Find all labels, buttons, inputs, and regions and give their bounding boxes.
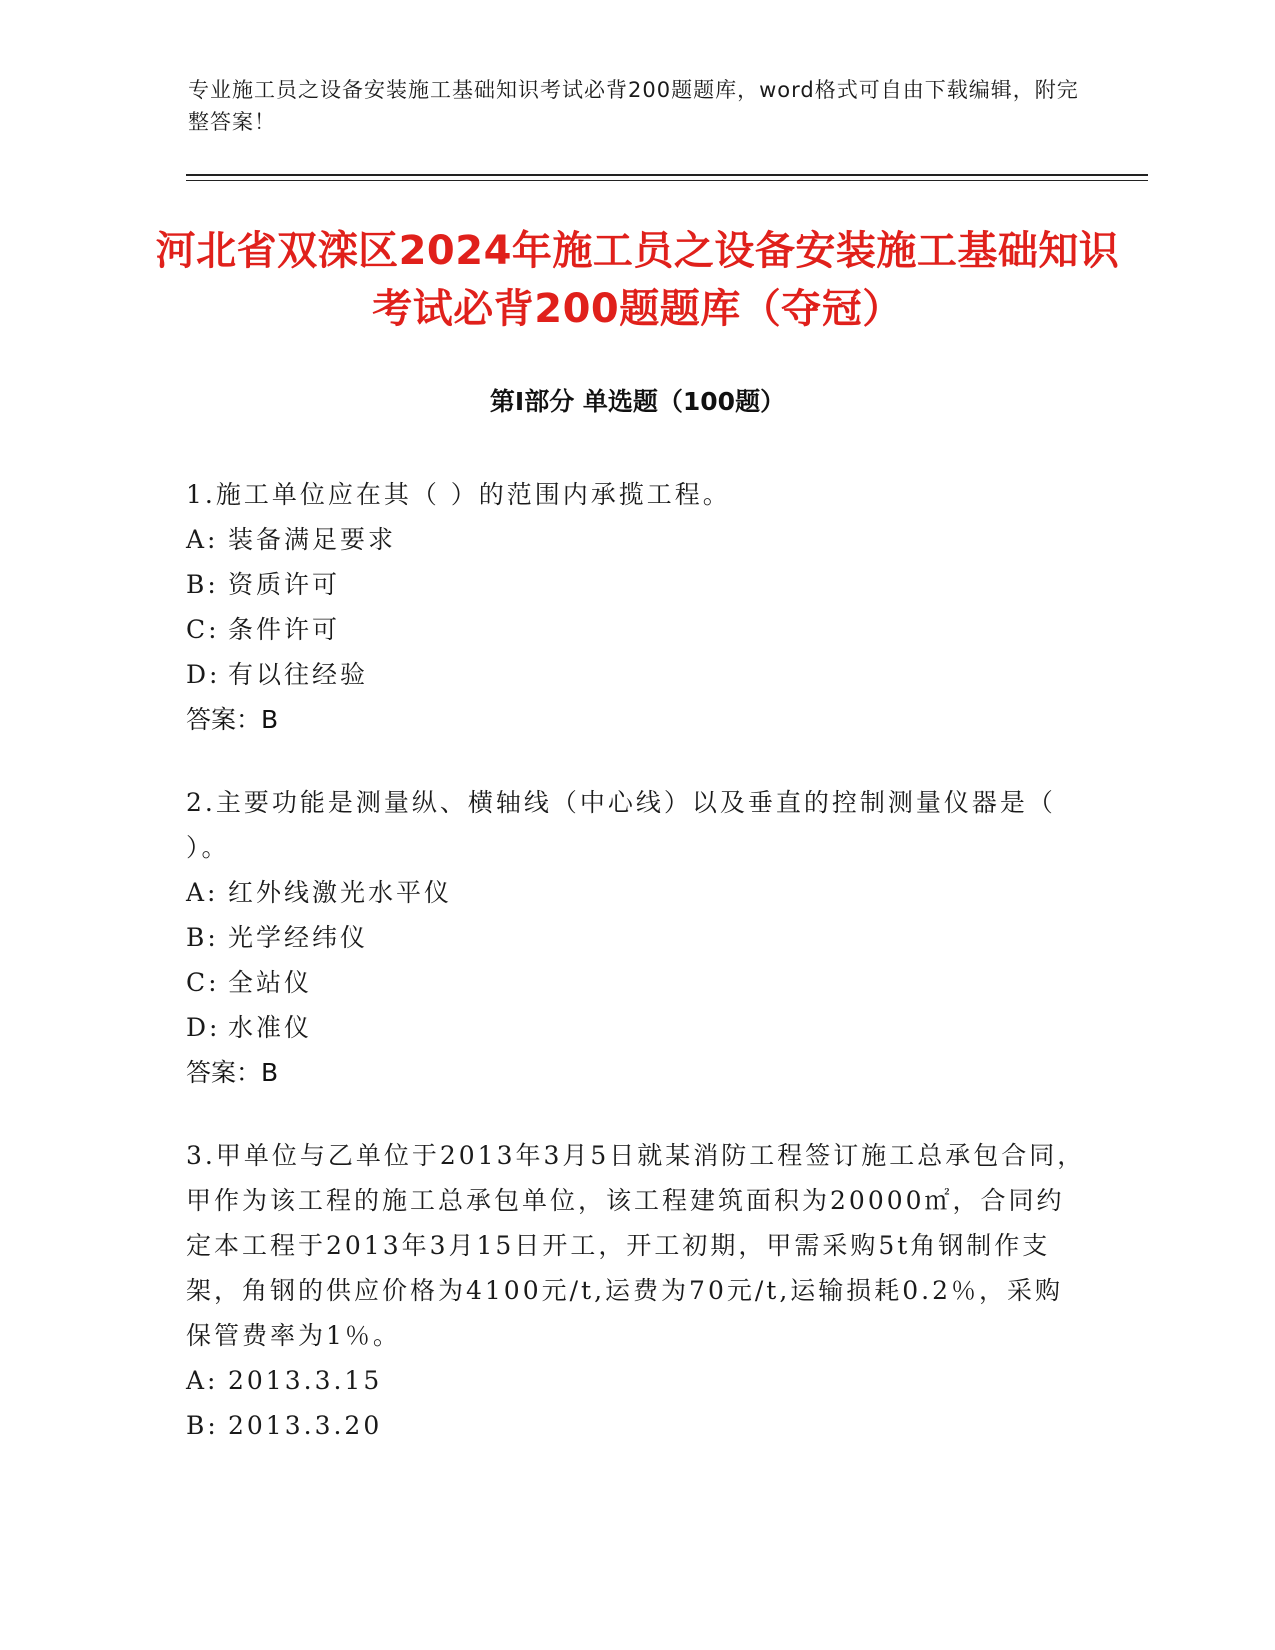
option-letter: D: (186, 660, 221, 689)
option-letter: C: (186, 615, 220, 644)
option-text: 水准仪 (228, 1013, 313, 1042)
option-c (186, 607, 1086, 652)
question-stem: 3.甲单位与乙单位于2013年3月5日就某消防工程签订施工总承包合同，甲作为该工程的施工总承包单位，该工程建筑面积为20000㎡，合同约定本工程于2013年3月15日开工，开工初期，甲需采购5t角钢制作支架，角钢的供应价格为4100元/t,运费为70元/t,运输损耗0.2％，采购保管费率为1％。 (186, 1141, 1086, 1350)
option-text: 2013.3.20 (228, 1411, 383, 1440)
question-1 (186, 472, 1086, 742)
option-letter: A: (186, 1366, 219, 1395)
option-d (186, 1005, 1086, 1050)
option-b (186, 915, 1086, 960)
option-d (186, 652, 1086, 697)
question-list (186, 472, 1086, 1486)
option-a (186, 870, 1086, 915)
document-title: 河北省双滦区2024年施工员之设备安装施工基础知识考试必背200题题库（夺冠） (155, 228, 1120, 332)
option-b (186, 562, 1086, 607)
option-letter: C: (186, 968, 220, 997)
option-text: 资质许可 (228, 570, 341, 599)
option-text: 红外线激光水平仪 (228, 878, 453, 907)
option-text: 光学经纬仪 (228, 923, 369, 952)
question-stem: 2.主要功能是测量纵、横轴线（中心线）以及垂直的控制测量仪器是（ ）。 (186, 788, 1056, 862)
option-b (186, 1403, 1086, 1448)
answer: 答案：B (186, 1058, 279, 1087)
option-text: 有以往经验 (228, 660, 369, 689)
option-c (186, 960, 1086, 1005)
option-letter: A: (186, 525, 219, 554)
answer: 答案：B (186, 705, 279, 734)
header-divider-thin (186, 180, 1148, 181)
header-note: 专业施工员之设备安装施工基础知识考试必背200题题库，word格式可自由下载编辑，附完整答案！ (188, 78, 1079, 134)
option-letter: B: (186, 570, 219, 599)
option-a (186, 1358, 1086, 1403)
section-heading: 第I部分 单选题（100题） (489, 387, 786, 416)
question-stem: 1.施工单位应在其（ ）的范围内承揽工程。 (186, 480, 731, 509)
option-letter: D: (186, 1013, 221, 1042)
question-2 (186, 780, 1086, 1095)
option-text: 全站仪 (228, 968, 313, 997)
option-letter: B: (186, 1411, 219, 1440)
option-text: 2013.3.15 (228, 1366, 383, 1395)
option-letter: B: (186, 923, 219, 952)
header-divider-thick (186, 174, 1148, 176)
option-a (186, 517, 1086, 562)
option-letter: A: (186, 878, 219, 907)
option-text: 条件许可 (228, 615, 341, 644)
question-3 (186, 1133, 1086, 1448)
option-text: 装备满足要求 (228, 525, 397, 554)
